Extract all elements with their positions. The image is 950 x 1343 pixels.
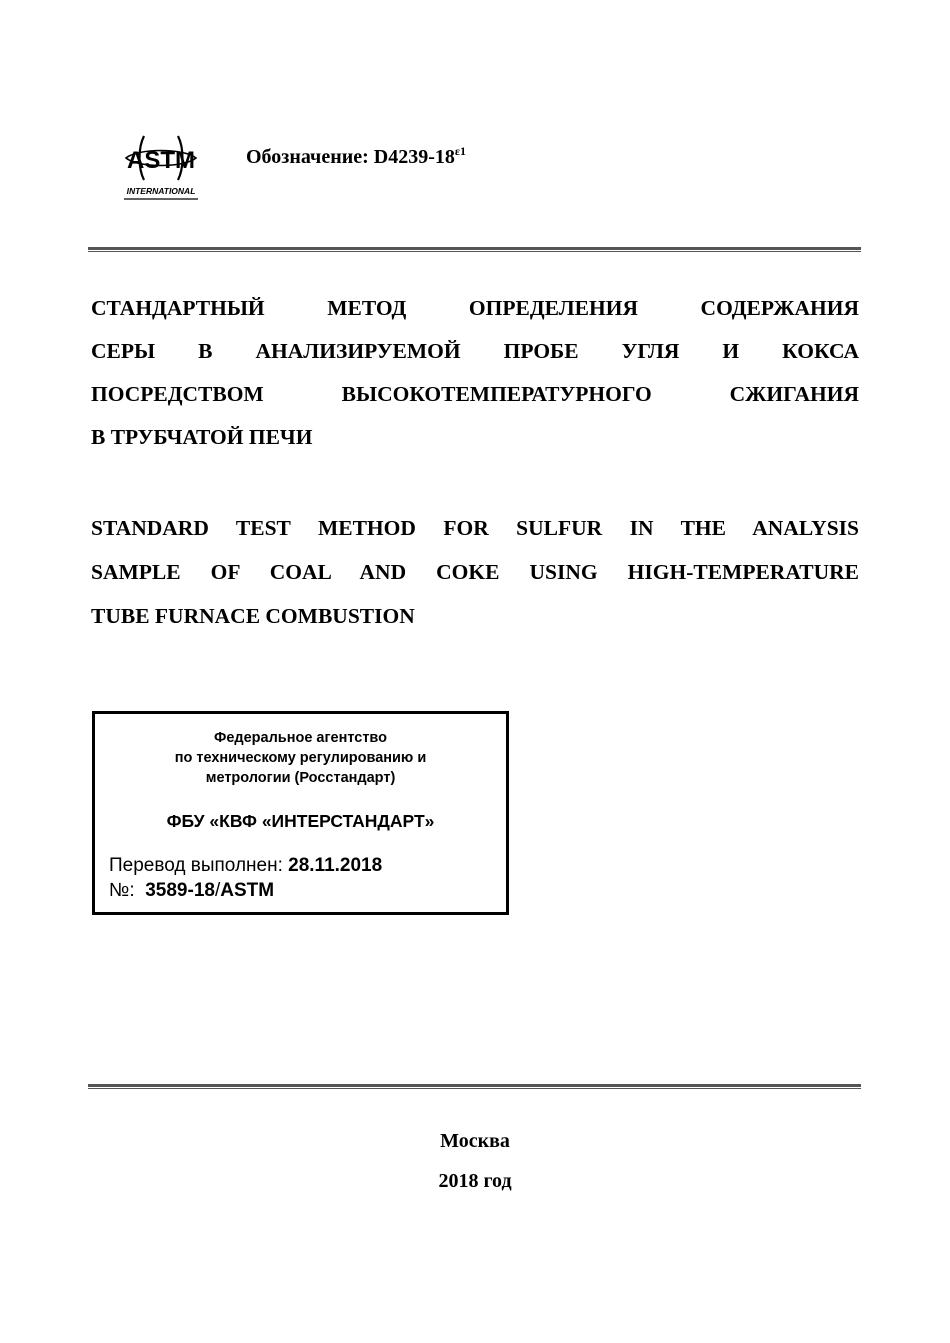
logo-brand-text: ASTM bbox=[127, 147, 195, 174]
title-ru-line: В ТРУБЧАТОЙ ПЕЧИ bbox=[91, 425, 313, 449]
number-org: ASTM bbox=[220, 880, 275, 901]
title-ru-line: ПОСРЕДСТВОМ ВЫСОКОТЕМПЕРАТУРНОГО СЖИГАНИЯ bbox=[91, 382, 859, 406]
stamp-translation-date bbox=[109, 855, 382, 877]
title-en-line: STANDARD TEST METHOD FOR SULFUR IN THE ANALYSIS bbox=[91, 516, 859, 540]
bottom-divider bbox=[88, 1084, 861, 1089]
stamp-agency-line: Федеральное агентство bbox=[213, 730, 388, 746]
stamp-agency-line: по техническому регулированию и bbox=[174, 750, 427, 766]
astm-international-logo bbox=[118, 128, 204, 202]
title-en-line: TUBE FURNACE COMBUSTION bbox=[91, 604, 415, 628]
designation-label: Обозначение: D4239-18 bbox=[246, 146, 455, 168]
number-suffix: / bbox=[214, 880, 221, 901]
stamp-agency bbox=[95, 728, 506, 788]
title-russian bbox=[91, 296, 859, 468]
title-english bbox=[91, 516, 859, 648]
translated-date: 28.11.2018 bbox=[288, 855, 383, 876]
publication-year: 2018 год bbox=[438, 1170, 512, 1192]
top-divider bbox=[88, 247, 861, 252]
stamp-organization: ФБУ «КВФ «ИНТЕРСТАНДАРТ» bbox=[166, 811, 435, 831]
designation-superscript: ε1 bbox=[454, 144, 467, 158]
title-en-line: SAMPLE OF COAL AND COKE USING HIGH-TEMPERATURE bbox=[91, 560, 859, 584]
stamp-number bbox=[109, 880, 274, 902]
translation-stamp bbox=[92, 711, 509, 915]
translated-label: Перевод выполнен: bbox=[109, 855, 283, 876]
stamp-agency-line: метрологии (Росстандарт) bbox=[205, 770, 396, 786]
title-ru-line: СТАНДАРТНЫЙ МЕТОД ОПРЕДЕЛЕНИЯ СОДЕРЖАНИЯ bbox=[91, 296, 859, 320]
number-value: 3589-18 bbox=[145, 880, 215, 901]
designation bbox=[246, 146, 466, 169]
logo-subtitle-text: INTERNATIONAL bbox=[126, 186, 196, 196]
publication-city: Москва bbox=[440, 1130, 510, 1152]
title-ru-line: СЕРЫ В АНАЛИЗИРУЕМОЙ ПРОБЕ УГЛЯ И КОКСА bbox=[91, 339, 859, 363]
number-label: №: bbox=[109, 880, 135, 901]
